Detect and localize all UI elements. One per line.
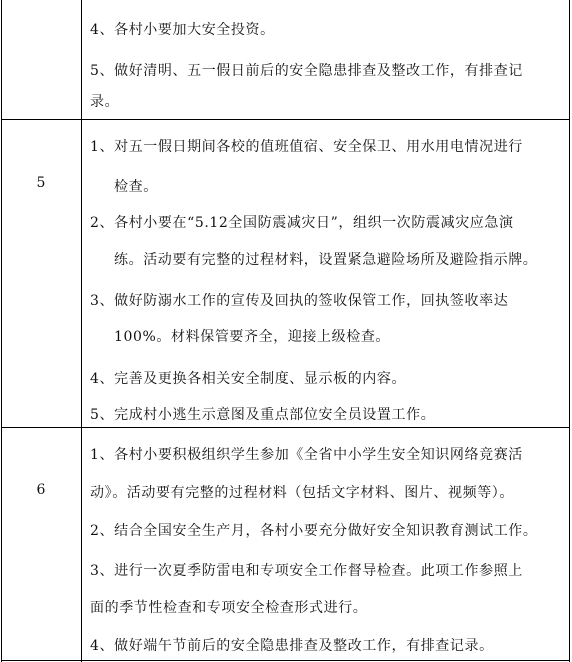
task-line: 动》。活动要有完整的过程材料（包括文字材料、图片、视频等）。 <box>90 485 514 501</box>
task-line: 录。 <box>90 94 120 110</box>
column-divider <box>81 0 82 662</box>
task-line: 面的季节性检查和专项安全检查形式进行。 <box>90 600 368 616</box>
row-divider <box>1 427 570 428</box>
row-divider <box>1 119 570 120</box>
table-border-right <box>569 0 570 662</box>
row-number: 5 <box>36 175 46 191</box>
task-line: 检查。 <box>114 179 158 195</box>
task-line: 5、完成村小逃生示意图及重点部位安全员设置工作。 <box>90 407 436 423</box>
table-border-left <box>1 0 2 662</box>
table-border-bottom <box>1 660 570 661</box>
task-line: 练。活动要有完整的过程材料，设置紧急避险场所及避险指示牌。 <box>114 252 538 268</box>
task-line: 100%。材料保管要齐全，迎接上级检查。 <box>114 329 391 345</box>
task-line: 1、各村小要积极组织学生参加《全省中小学生安全知识网络竞赛活 <box>90 447 523 463</box>
row-number: 6 <box>36 482 46 498</box>
task-line: 4、各村小要加大安全投资。 <box>90 22 275 38</box>
task-line: 4、做好端午节前后的安全隐患排查及整改工作，有排查记录。 <box>90 638 494 654</box>
task-line: 1、对五一假日期间各校的值班值宿、安全保卫、用水用电情况进行 <box>90 139 523 155</box>
task-line: 3、做好防溺水工作的宣传及回执的签收保管工作，回执签收率达 <box>90 293 509 309</box>
task-line: 2、各村小要在“5.12全国防震减灾日”，组织一次防震减灾应急演 <box>90 215 514 231</box>
schedule-table <box>1 0 570 662</box>
task-line: 2、结合全国安全生产月，各村小要充分做好安全知识教育测试工作。 <box>90 523 538 539</box>
task-line: 4、完善及更换各相关安全制度、显示板的内容。 <box>90 371 407 387</box>
task-line: 3、进行一次夏季防雷电和专项安全工作督导检查。此项工作参照上 <box>90 563 523 579</box>
task-line: 5、做好清明、五一假日前后的安全隐患排查及整改工作，有排查记 <box>90 63 523 79</box>
